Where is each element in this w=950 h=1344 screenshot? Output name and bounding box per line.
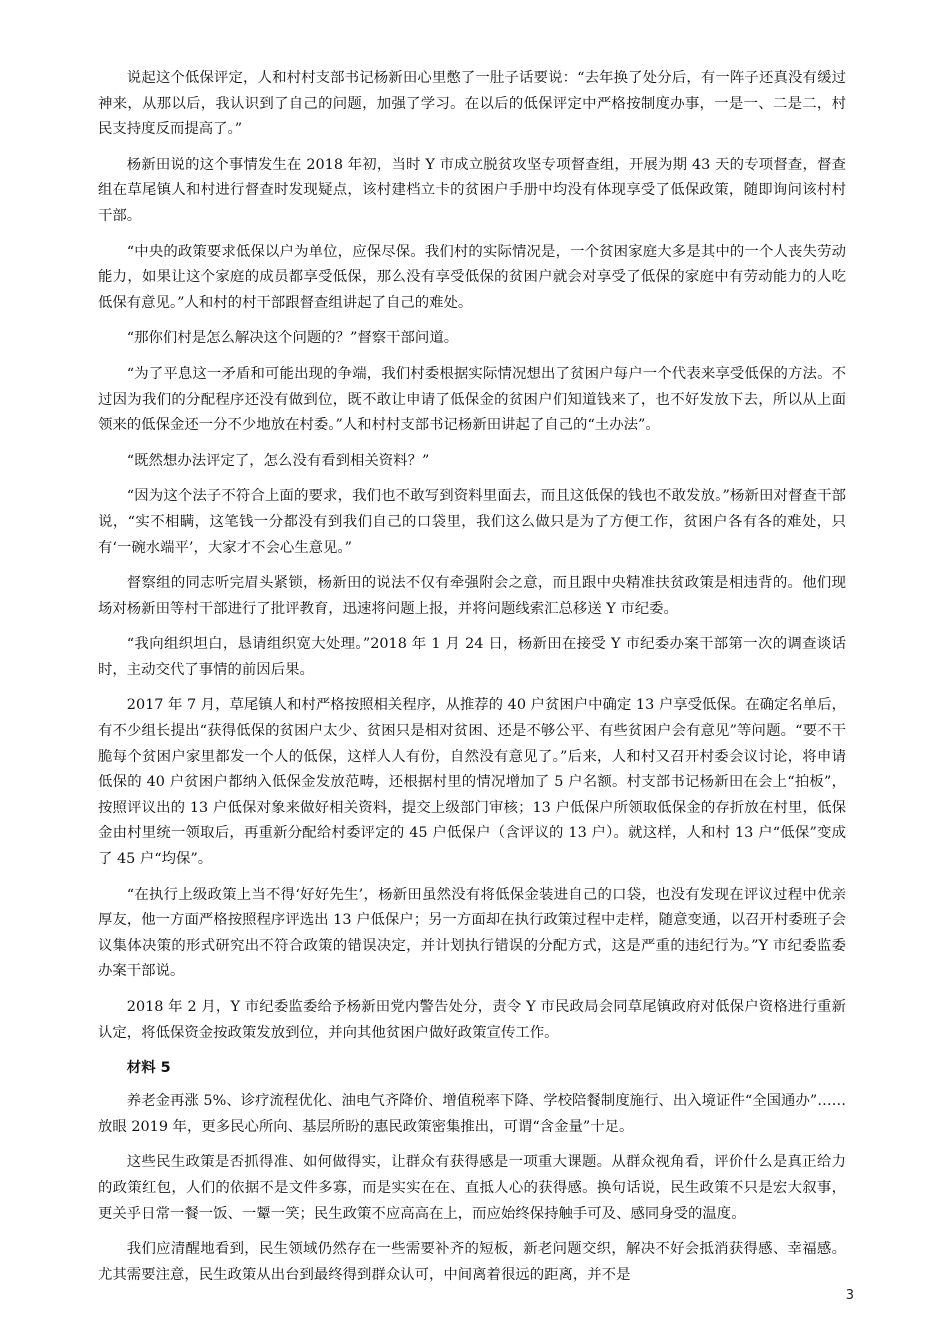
paragraph: “因为这个法子不符合上面的要求，我们也不敢写到资料里面去，而且这低保的钱也不敢发放。”杨新田对督查干部说，“实不相瞒，这笔钱一分都没有到我们自己的口袋里，我们这么做只是为了方便工作，贫困户各有各的难处，只有‘一碗水端平’，大家才不会心生意见。” [98,488,846,556]
paragraph: 说起这个低保评定，人和村村支部书记杨新田心里憋了一肚子话要说：“去年换了处分后，有一阵子还真没有缓过神来，从那以后，我认识到了自己的问题，加强了学习。在以后的低保评定中严格按制度办事，一是一、二是二，村民支持度反而提高了。” [98,70,846,138]
paragraph: 督察组的同志听完眉头紧锁，杨新田的说法不仅有牵强附会之意，而且跟中央精准扶贫政策是相违背的。他们现场对杨新田等村干部进行了批评教育，迅速将问题上报，并将问题线索汇总移送 Y 市纪委。 [98,575,846,617]
paragraph: 养老金再涨 5%、诊疗流程优化、油电气齐降价、增值税率下降、学校陪餐制度施行、出入境证件“全国通办”……放眼 2019 年，更多民心所向、基层所盼的惠民政策密集推出，可谓“含金量”十足。 [98,1093,846,1135]
paragraph: “我向组织坦白，恳请组织宽大处理。”2018 年 1 月 24 日，杨新田在接受 Y 市纪委办案干部第一次的调查谈话时，主动交代了事情的前因后果。 [98,636,846,678]
paragraphs-before [98,66,846,1046]
page-number: 3 [845,1288,854,1303]
paragraph: 这些民生政策是否抓得准、如何做得实，让群众有获得感是一项重大课题。从群众视角看，评价什么是真正给力的政策红包，人们的依据不是文件多寡，而是实实在在、直抵人心的获得感。换句话说，民生政策不只是宏大叙事，更关乎日常一餐一饭、一颦一笑；民生政策不应高高在上，而应始终保持触手可及、感同身受的温度。 [98,1154,846,1222]
paragraph: 我们应清醒地看到，民生领域仍然存在一些需要补齐的短板，新老问题交织，解决不好会抵消获得感、幸福感。尤其需要注意，民生政策从出台到最终得到群众认可，中间离着很远的距离，并不是 [98,1241,846,1283]
paragraph: “既然想办法评定了，怎么没有看到相关资料？” [126,452,430,469]
paragraph: “为了平息这一矛盾和可能出现的争端，我们村委根据实际情况想出了贫困户每户一个代表来享受低保的方法。不过因为我们的分配程序还没有做到位，既不敢让申请了低保金的贫困户们知道钱来了，也不好发放下去，所以从上面领来的低保金还一分不少地放在村委。”人和村村支部书记杨新田讲起了自己的“土办法”。 [98,365,846,434]
document-body [98,66,846,1298]
paragraph: “中央的政策要求低保以户为单位，应保尽保。我们村的实际情况是，一个贫困家庭大多是其中的一个人丧失劳动能力，如果让这个家庭的成员都享受低保，那么没有享受低保的贫困户就会对享受了低保的家庭中有劳动能力的人吃低保有意见。”人和村的村干部跟督查组讲起了自己的难处。 [98,243,846,311]
paragraph: 杨新田说的这个事情发生在 2018 年初，当时 Y 市成立脱贫攻坚专项督查组，开展为期 43 天的专项督查，督查组在草尾镇人和村进行督查时发现疑点，该村建档立卡的贫困户手册中均没有体现享受了低保政策，随即询问该村村干部。 [98,156,846,224]
paragraphs-after [98,1089,846,1288]
paragraph: “那你们村是怎么解决这个问题的？”督察干部问道。 [126,330,459,347]
paragraph: 2017 年 7 月，草尾镇人和村严格按照相关程序，从推荐的 40 户贫困户中确定 13 户享受低保。在确定名单后，有不少组长提出“获得低保的贫困户太少、贫困只是相对贫困、还是不够公平、有些贫困户会有意见”等问题。“要不干脆每个贫困户家里都发一个人的低保，这样人人有份，自然没有意见了。”后来，人和村又召开村委会议讨论，将申请低保的 40 户贫困户都纳入低保金发放范畴，还根据村里的情况增加了 5 户名额。村支部书记杨新田在会上“拍板”，按照评议出的 13 户低保对象来做好相关资料，提交上级部门审核；13 户低保户所领取低保金的存折放在村里，低保金由村里统一领取后，再重新分配给村委评定的 45 户低保户（含评议的 13 户）。就这样，人和村 13 户“低保”变成了 45 户“均保”。 [98,697,846,868]
paragraph: “在执行上级政策上当不得‘好好先生’，杨新田虽然没有将低保金装进自己的口袋，也没有发现在评议过程中优亲厚友，他一方面严格按照程序评选出 13 户低保户；另一方面却在执行政策过程中走样，随意变通，以召开村委班子会议集体决策的形式研究出不符合政策的错误决定，并计划执行错误的分配方式，这是严重的违纪行为。”Y 市纪委监委办案干部说。 [98,886,846,980]
paragraph: 2018 年 2 月，Y 市纪委监委给予杨新田党内警告处分，责令 Y 市民政局会同草尾镇政府对低保户资格进行重新认定，将低保资金按政策发放到位，并向其他贫困户做好政策宣传工作。 [98,999,846,1041]
section-heading: 材料 5 [126,1060,171,1077]
